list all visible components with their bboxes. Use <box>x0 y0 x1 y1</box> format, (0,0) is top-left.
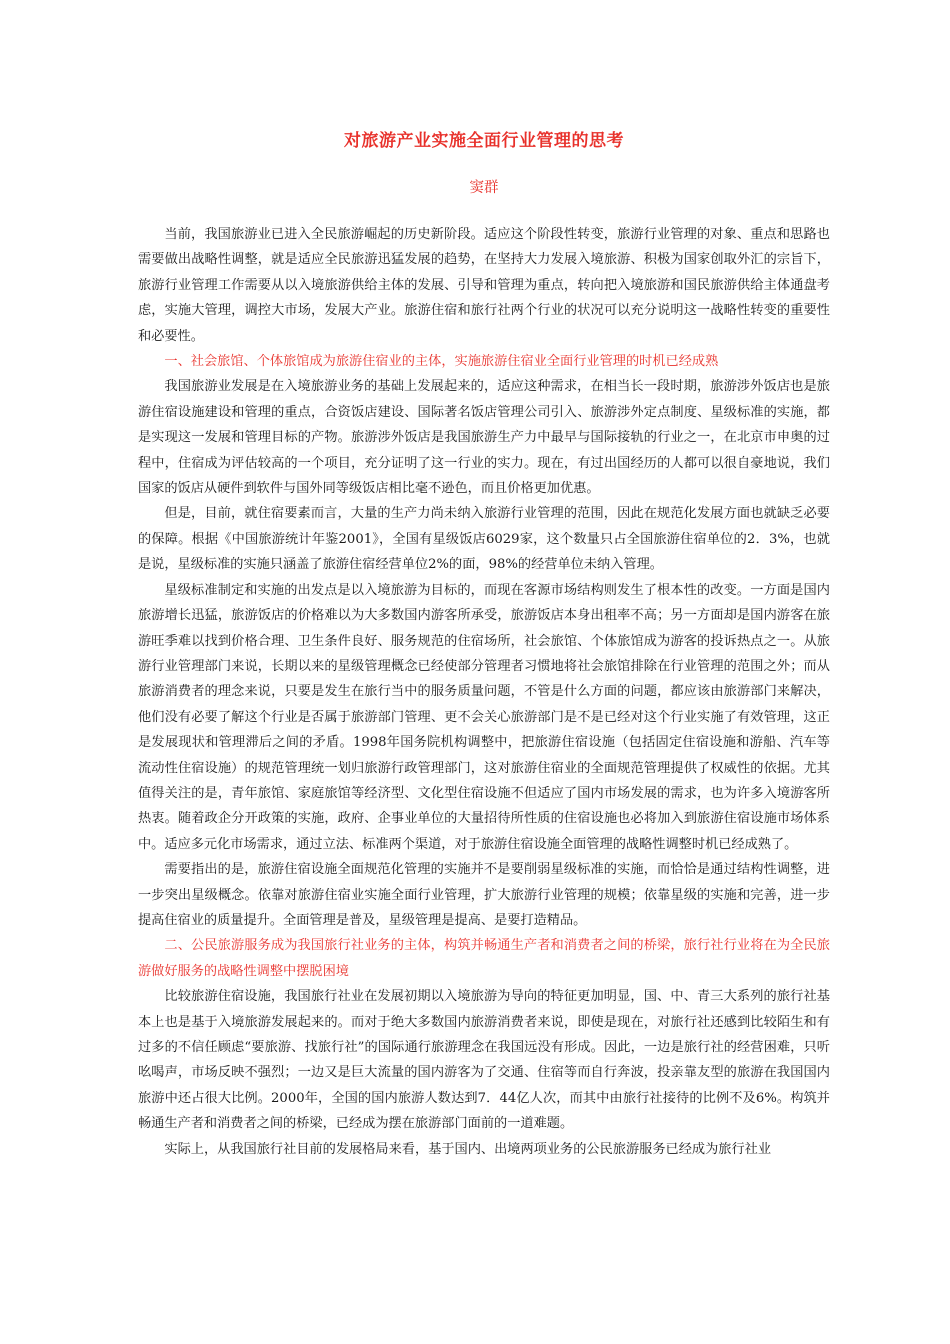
body-paragraph: 我国旅游业发展是在入境旅游业务的基础上发展起来的，适应这种需求，在相当长一段时期，旅游涉外饭店也是旅游住宿设施建设和管理的重点，合资饭店建设、国际著名饭店管理公司引入、旅游涉外定点制度、星级标准的实施，都是实现这一发展和管理目标的产物。旅游涉外饭店是我国旅游生产力中最早与国际接轨的行业之一，在北京市申奥的过程中，住宿成为评估较高的一个项目，充分证明了这一行业的实力。现在，有过出国经历的人都可以很自豪地说，我们国家的饭店从硬件到软件与国外同等级饭店相比毫不逊色，而且价格更加优惠。 <box>138 379 830 497</box>
body-paragraph: 实际上，从我国旅行社目前的发展格局来看，基于国内、出境两项业务的公民旅游服务已经成为旅行社业 <box>164 1141 772 1157</box>
body-paragraph: 比较旅游住宿设施，我国旅行社业在发展初期以入境旅游为导向的特征更加明显，国、中、青三大系列的旅行社基本上也是基于入境旅游发展起来的。而对于绝大多数国内旅游消费者来说，即使是现在，对旅行社还感到比较陌生和有过多的不信任顾虑“要旅游、找旅行社”的国际通行旅游理念在我国远没有形成。因此，一边是旅行社的经营困难，只听吆喝声，市场反映不强烈；一边又是巨大流量的国内游客为了交通、住宿等而自行奔波，投亲靠友型的旅游在我国国内旅游中还占很大比例。2000年，全国的国内旅游人数达到7．44亿人次，而其中由旅行社接待的比例不及6%。构筑并畅通生产者和消费者之间的桥梁，已经成为摆在旅游部门面前的一道难题。 <box>138 989 830 1132</box>
intro-paragraph: 当前，我国旅游业已进入全民旅游崛起的历史新阶段。适应这个阶段性转变，旅游行业管理的对象、重点和思路也需要做出战略性调整，就是适应全民旅游迅猛发展的趋势，在坚持大力发展入境旅游、积极为国家创取外汇的宗旨下，旅游行业管理工作需要从以入境旅游供给主体的发展、引导和管理为重点，转向把入境旅游和国民旅游供给主体通盘考虑，实施大管理，调控大市场，发展大产业。旅游住宿和旅行社两个行业的状况可以充分说明这一战略性转变的重要性和必要性。 <box>138 227 830 344</box>
document-body <box>138 222 830 1162</box>
body-paragraph: 但是，目前，就住宿要素而言，大量的生产力尚未纳入旅游行业管理的范围，因此在规范化发展方面也就缺乏必要的保障。根据《中国旅游统计年鉴2001》，全国有星级饭店6029家，这个数量只占全国旅游住宿单位的2．3%，也就是说，星级标准的实施只涵盖了旅游住宿经营单位2%的面，98%的经营单位未纳入管理。 <box>138 506 830 573</box>
document-author: 窦群 <box>469 180 499 196</box>
section-heading-1: 一、社会旅馆、个体旅馆成为旅游住宿业的主体，实施旅游住宿业全面行业管理的时机已经成熟 <box>164 354 719 370</box>
body-paragraph: 需要指出的是，旅游住宿设施全面规范化管理的实施并不是要削弱星级标准的实施，而恰恰是通过结构性调整，进一步突出星级概念。依靠对旅游住宿业实施全面行业管理，扩大旅游行业管理的规模；依靠星级的实施和完善，进一步提高住宿业的质量提升。全面管理是普及，星级管理是提高、是要打造精品。 <box>138 862 830 928</box>
body-paragraph: 星级标准制定和实施的出发点是以入境旅游为目标的，而现在客源市场结构则发生了根本性的改变。一方面是国内旅游增长迅猛，旅游饭店的价格难以为大多数国内游客所承受，旅游饭店本身出租率不高；另一方面却是国内游客在旅游旺季难以找到价格合理、卫生条件良好、服务规范的住宿场所，社会旅馆、个体旅馆成为游客的投诉热点之一。从旅游行业管理部门来说，长期以来的星级管理概念已经使部分管理者习惯地将社会旅馆排除在行业管理的范围之外；而从旅游消费者的理念来说，只要是发生在旅行当中的服务质量问题，不管是什么方面的问题，都应该由旅游部门来解决，他们没有必要了解这个行业是否属于旅游部门管理、更不会关心旅游部门是不是已经对这个行业实施了有效管理，这正是发展现状和管理滞后之间的矛盾。1998年国务院机构调整中，把旅游住宿设施（包括固定住宿设施和游船、汽车等流动性住宿设施）的规范管理统一划归旅游行政管理部门，这对旅游住宿业的全面规范管理提供了权威性的依据。尤其值得关注的是，青年旅馆、家庭旅馆等经济型、文化型住宿设施不但适应了国内市场发展的需求，也为许多入境游客所热衷。随着政企分开政策的实施，政府、企事业单位的大量招待所性质的住宿设施也必将加入到旅游住宿设施市场体系中。适应多元化市场需求，通过立法、标准两个渠道，对于旅游住宿设施全面管理的战略性调整时机已经成熟了。 <box>138 582 830 852</box>
document-title: 对旅游产业实施全面行业管理的思考 <box>344 131 624 151</box>
section-heading-2: 二、公民旅游服务成为我国旅行社业务的主体，构筑并畅通生产者和消费者之间的桥梁，旅行社行业将在为全民旅游做好服务的战略性调整中摆脱困境 <box>138 938 830 979</box>
